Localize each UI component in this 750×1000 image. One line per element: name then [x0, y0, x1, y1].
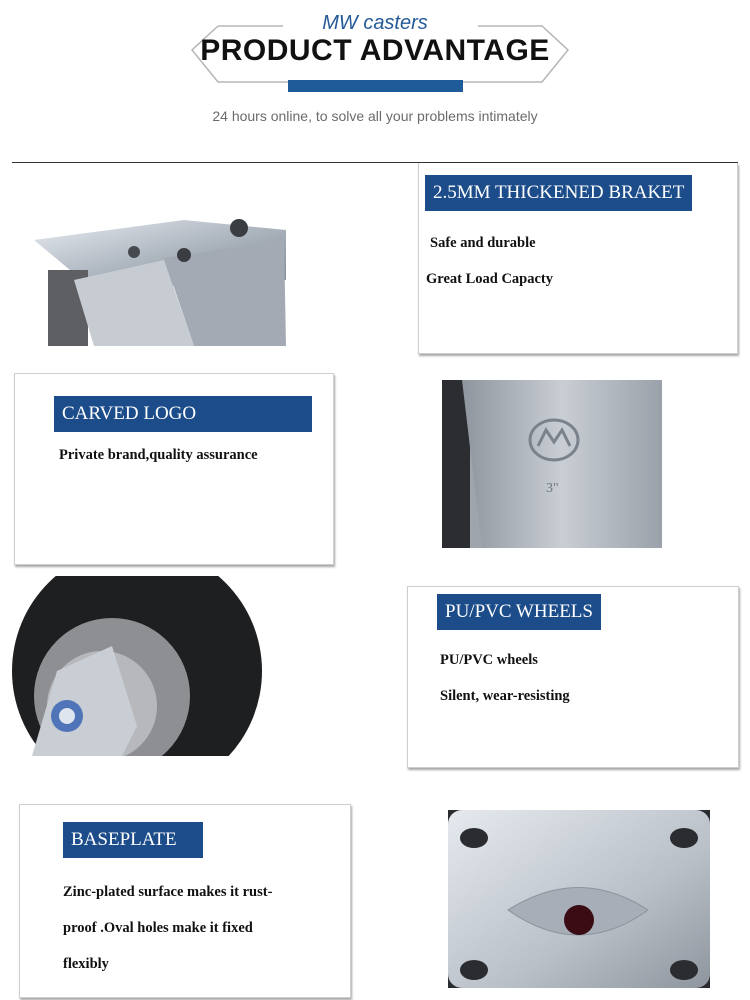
- feature-text: Safe and durable: [430, 235, 536, 251]
- carved-logo-photo: [442, 380, 662, 548]
- section-label: BASEPLATE: [63, 822, 203, 858]
- feature-text: Zinc-plated surface makes it rust-: [63, 884, 273, 900]
- feature-text: PU/PVC wheels: [440, 652, 538, 668]
- section-label: PU/PVC WHEELS: [437, 594, 601, 630]
- page-subtitle: 24 hours online, to solve all your problems intimately: [212, 108, 538, 124]
- header-accent-bar: [288, 80, 463, 92]
- feature-text: proof .Oval holes make it fixed: [63, 920, 253, 936]
- feature-text: Private brand,quality assurance: [59, 447, 258, 463]
- baseplate-photo: [448, 810, 710, 988]
- section-label: 2.5MM THICKENED BRAKET: [425, 175, 692, 211]
- bracket-photo: [34, 210, 286, 346]
- page-title: PRODUCT ADVANTAGE: [200, 34, 550, 67]
- feature-text: Great Load Capacty: [426, 271, 554, 287]
- feature-text: flexibly: [63, 956, 109, 972]
- section-label: CARVED LOGO: [54, 396, 312, 432]
- engraved-size-text: 3": [546, 481, 559, 496]
- wheel-photo: [12, 576, 262, 756]
- brand-name: MW casters: [322, 12, 428, 34]
- feature-text: Silent, wear-resisting: [440, 688, 570, 704]
